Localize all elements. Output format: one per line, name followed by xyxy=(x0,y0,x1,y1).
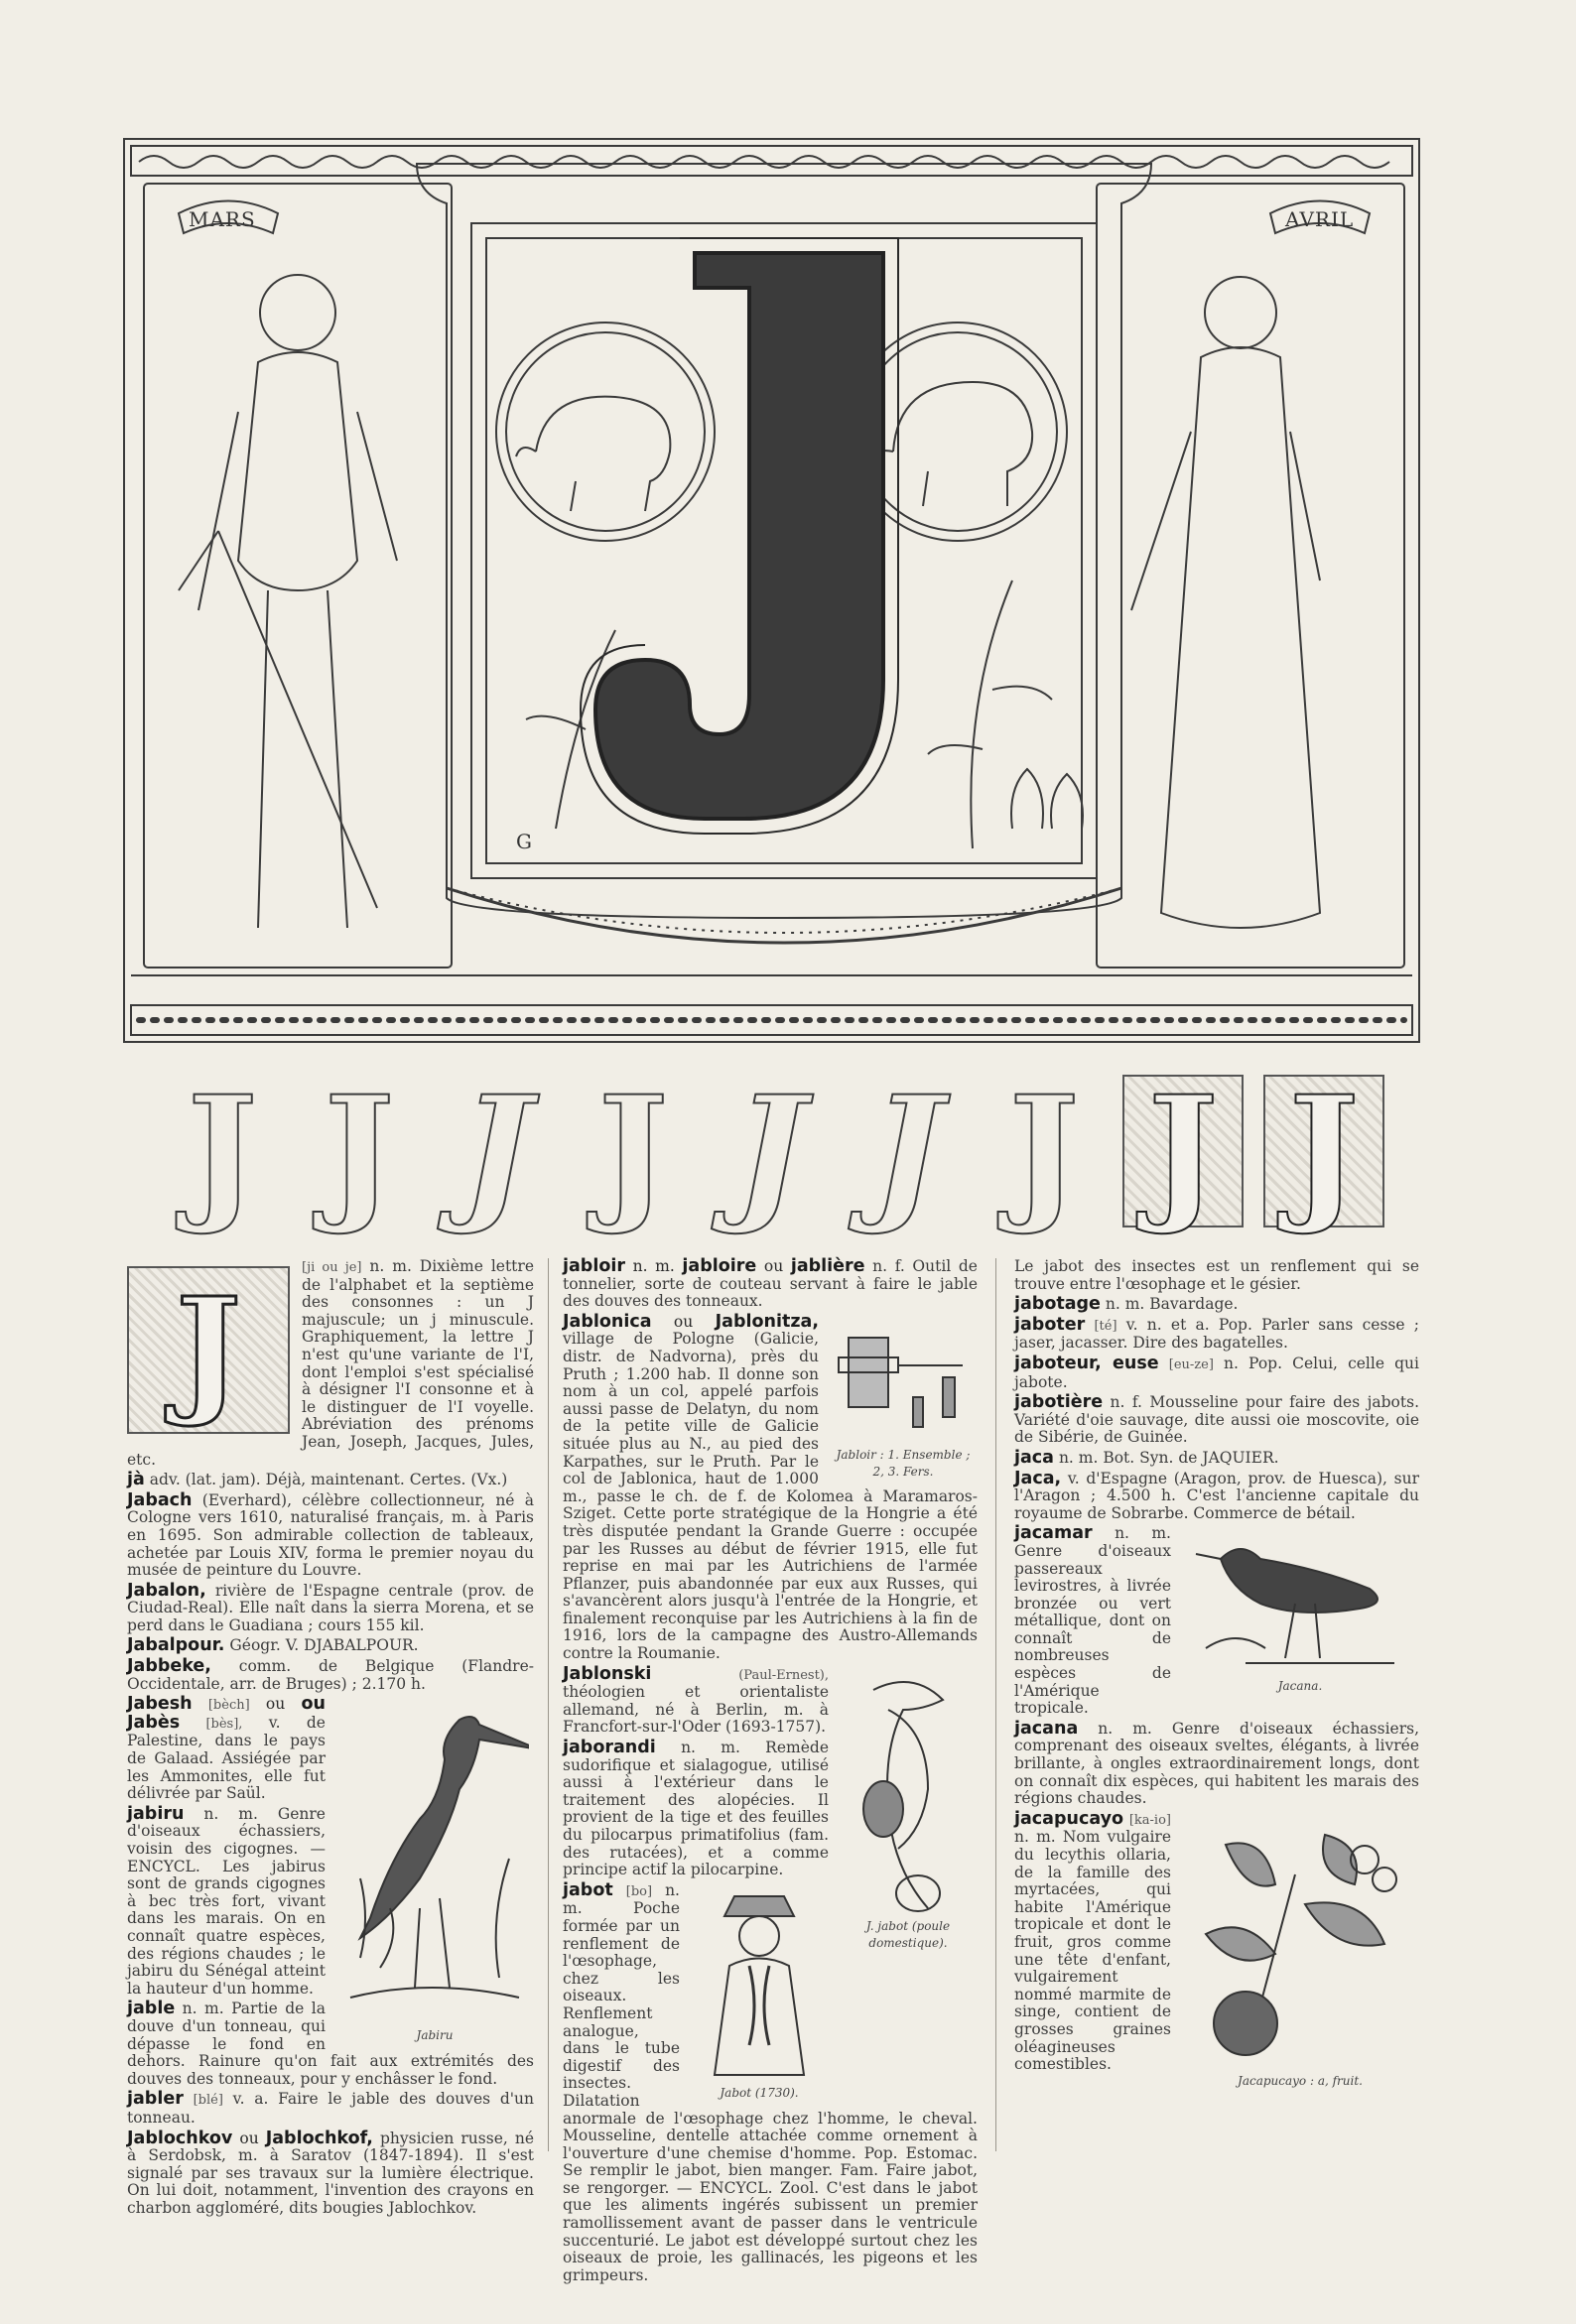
figure-jabot-1730 xyxy=(690,1886,829,2103)
jacana-caption: Jacana. xyxy=(1277,1679,1323,1694)
ornamental-letter: J xyxy=(871,1064,943,1238)
column-rule xyxy=(548,1258,549,2151)
text-column-3 xyxy=(1014,1258,1419,2094)
jabiru-caption: Jabiru xyxy=(416,2028,454,2043)
banner-illustration xyxy=(119,134,1424,1047)
entry-jacamar: jacamar n. m. Genre d'oiseaux passereaux levirostres, à livrée bronzée ou vert métallique, dont on connaît de nombreuses espèces de l'Amérique tropicale. xyxy=(1014,1523,1171,1718)
top-vine xyxy=(139,156,1389,168)
medallion-left xyxy=(496,323,715,541)
entry-jacana: jacana n. m. Genre d'oiseaux échassiers, comprenant des oiseaux sveltes, élégants, à livrée brillante, à ongles extraordinairement longs, dont on connaît dix espèces, qui habitent les marais des régions chaudes. xyxy=(1014,1718,1419,1808)
ornamental-letter-boxed: J xyxy=(1122,1075,1244,1227)
entry-jaboteur: jaboteur, euse [eu-ze] n. Pop. Celui, celle qui jabote. xyxy=(1014,1353,1419,1391)
entry-jable: jable n. m. Partie de la douve d'un tonneau, qui dépasse le fond en dehors. Rainure qu'on fait aux extrémités des douves des tonneaux, pour y enchâsser le fond. xyxy=(127,1999,534,2088)
text-column-1 xyxy=(127,1258,534,2220)
ornamental-letter: J xyxy=(734,1064,806,1238)
figure-jabot-poule xyxy=(839,1670,978,1953)
jabot-1730-caption: Jabot (1730). xyxy=(720,2085,799,2100)
figure-right-head xyxy=(1205,277,1276,348)
garland xyxy=(447,888,1121,943)
jabot-anatomy-illustration xyxy=(844,1670,973,1918)
jacana-illustration xyxy=(1186,1529,1414,1678)
entry-jabot-continued: Le jabot des insectes est un renflement qui se trouve entre l'œsophage et le gésier. xyxy=(1014,1257,1419,1293)
figure-jacana xyxy=(1181,1529,1419,1696)
entry-jabotage: jabotage n. m. Bavardage. xyxy=(1014,1294,1239,1315)
drop-cap-j: J xyxy=(127,1266,290,1434)
figure-right-body xyxy=(1131,347,1320,928)
ornamental-letter: J xyxy=(187,1064,258,1238)
entry-jabotiere: jabotière n. f. Mousseline pour faire des jabots. Variété d'oie sauvage, dite aussi oie moscovite, oie de Sibérie, de Guinée. xyxy=(1014,1392,1419,1447)
figure-jabiru xyxy=(335,1700,534,2045)
jacapucayo-caption: Jacapucayo : a, fruit. xyxy=(1238,2073,1363,2088)
entry-jabalon: Jabalon, rivière de l'Espagne centrale (prov. de Ciudad-Real). Elle naît dans la sierra Morena, et se perd dans le Guadiana ; cours 155 kil. xyxy=(127,1580,534,1634)
entry-jabloir: jabloir n. m. jabloire ou jablière n. f. Outil de tonnelier, sorte de couteau servant à faire le jable des douves des tonneaux. xyxy=(563,1256,978,1311)
jabiru-illustration xyxy=(340,1700,529,2027)
entry-jabler: jabler [blé] v. a. Faire le jable des douves d'un tonneau. xyxy=(127,2089,534,2127)
entry-jaboter: jaboter [té] v. n. et a. Pop. Parler sans cesse ; jaser, jacasser. Dire des bagatelles. xyxy=(1014,1314,1419,1353)
entry-jablonica: Jablonica ou Jablonitza, village de Pologne (Galicie, distr. de Nadvorna), près du Pruth ; 1.200 hab. Il donne son nom à un col, appelé parfois aussi passe de Delatyn, du nom de la petite ville de Galicie située plus au N., au pied des Karpathes, sur le Pruth. Par le col de Jablonica, haut de 1.000 m., passe le ch. de f. de Kolomea à Maramaros-Sziget. Cette porte stratégique de la Hongrie a été très disputée pendant la Grande Guerre : occupée par les Russes au début de février 1915, elle fut reprise en mai par les Autrichiens de l'armée Pflanzer, puis abandonnée par eux aux Russes, qui s'avancèrent alors jusqu'à l'entrée de la Hongrie, et finalement reconquise par les Autrichiens à la fin de 1916, lors de la campagne des Austro-Allemands contre la Roumanie. xyxy=(563,1311,978,1663)
month-avril: AVRIL xyxy=(1285,207,1355,231)
entry-jablonski: Jablonski (Paul-Ernest), théologien et orientaliste allemand, né à Berlin, m. à Francfort-sur-l'Oder (1693-1757). xyxy=(563,1663,829,1737)
entry-ja: jà adv. (lat. jam). Déjà, maintenant. Certes. (Vx.) xyxy=(127,1470,508,1490)
jacapucayo-illustration xyxy=(1186,1815,1414,2073)
jabot-poule-caption: J. jabot (poule domestique). xyxy=(865,1918,951,1951)
entry-jabiru: jabiru n. m. Genre d'oiseaux échassiers, voisin des cigognes. — ENCYCL. Les jabirus sont de grands cigognes à bec très fort, vivant dans les marais. On en connaît quatre espèces, des régions chaudes ; le jabiru du Sénégal atteint la hauteur d'un homme. xyxy=(127,1803,326,1998)
left-panel xyxy=(144,184,452,968)
hedgehog-drawing xyxy=(516,397,670,511)
entry-jabot: jabot [bo] n. m. Poche formée par un renflement de l'œsophage, chez les oiseaux. Renflement analogue, dans le tube digestif des insectes. Dilatation anormale de l'œsophage chez l'homme, le cheval. Mousseline, dentelle attachée comme ornement à l'ouverture d'une chemise d'homme. Pop. Estomac. Se remplir le jabot, bien manger. Fam. Faire jabot, se rengorger. — ENCYCL. Zool. C'est dans le jabot que les aliments ingérés subissent un premier ramollissement avant de passer dans le ventricule succenturié. Le jabot est développé surtout chez les oiseaux de proie, les gallinacés, les pigeons et les grimpeurs. xyxy=(563,1879,978,2284)
ornamental-letter-boxed: J xyxy=(1263,1075,1384,1227)
entry-jablochkov: Jablochkov ou Jablochkof, physicien russe, né à Serdobsk, m. à Saratov (1847-1894). Il s'est signalé par ses travaux sur la lumière électrique. On lui doit, notamment, l'invention des crayons en charbon aggloméré, dits bougies Jablochkov. xyxy=(127,2128,534,2217)
entry-jaca: jaca n. m. Bot. Syn. de JAQUIER. xyxy=(1014,1447,1279,1468)
entry-jabesh: Jabesh [bèch] ou ou Jabès [bès], v. de Palestine, dans le pays de Galaad. Assiégée par les Ammonites, elle fut délivrée par Saül. xyxy=(127,1694,326,1803)
ornamental-letter: J xyxy=(597,1064,669,1238)
bison-drawing xyxy=(872,382,1032,506)
entry-jaborandi: jaborandi n. m. Remède sudorifique et sialagogue, utilisé aussi à l'extérieur dans le traitement des alopécies. Il provient de la tige et des feuilles du pilocarpus primatifolius (fam. des rutacées), et a comme principe actif la pilocarpine. xyxy=(563,1738,829,1879)
big-letter-j xyxy=(581,238,898,834)
month-mars: MARS xyxy=(189,207,256,231)
artist-monogram: G xyxy=(516,830,533,853)
entry-jabbeke: Jabbeke, comm. de Belgique (Flandre-Occidentale, arr. de Bruges) ; 2.170 h. xyxy=(127,1656,534,1693)
illustrated-banner xyxy=(119,134,1424,1047)
entry-jacapucayo: jacapucayo [ka-io] n. m. Nom vulgaire du lecythis ollaria, de la famille des myrtacées, qui habite l'Amérique tropicale et dont le fruit, gros comme une tête d'enfant, vulgairement nommé marmite de singe, contient de grosses graines oléagineuses comestibles. xyxy=(1014,1808,1171,2074)
figure-left-head xyxy=(260,275,335,350)
figure-left-body xyxy=(198,352,397,928)
ornamental-letter: J xyxy=(1008,1064,1080,1238)
ornamental-letter: J xyxy=(324,1064,395,1238)
entry-jabach: Jabach (Everhard), célèbre collectionneur, né à Cologne vers 1610, naturalisé français, m. à Paris en 1695. Son admirable collection de tableaux, achetée par Louis XIV, forma le premier noyau du musée de peinture du Louvre. xyxy=(127,1489,534,1580)
top-vine-border xyxy=(131,146,1412,176)
jabloir-caption: Jabloir : 1. Ensemble ; 2, 3. Fers. xyxy=(836,1447,971,1480)
text-column-2 xyxy=(563,1258,978,2287)
jabloir-tool-illustration xyxy=(834,1318,973,1447)
figure-jacapucayo xyxy=(1181,1815,1419,2091)
figure-jabloir xyxy=(829,1318,978,1482)
entry-jaca-town: Jaca, v. d'Espagne (Aragon, prov. de Huesca), sur l'Aragon ; 4.500 h. C'est l'ancienne capitale du royaume de Sobrarbe. Commerce de bétail. xyxy=(1014,1468,1419,1522)
tulips xyxy=(1011,769,1083,829)
entry-jabalpour: Jabalpour. Géogr. V. DJABALPOUR. xyxy=(127,1635,419,1656)
column-rule xyxy=(995,1258,996,2151)
jabot-1730-illustration xyxy=(695,1886,824,2085)
ornamental-letter-row xyxy=(164,1064,1384,1238)
entry-j: [ji ou je] n. m. Dixième lettre de l'alphabet et la septième des consonnes : un J majuscule; un j minuscule. Graphiquement, la lettre J n'est qu'une variante de l'I, dont l'emploi s'est spécialisé à désigner l'I consonne et à le distinguer de l'I voyelle. Abréviation des prénoms Jean, Joseph, Jacques, Jules, etc. xyxy=(127,1257,534,1469)
ornamental-letter: J xyxy=(460,1064,532,1238)
